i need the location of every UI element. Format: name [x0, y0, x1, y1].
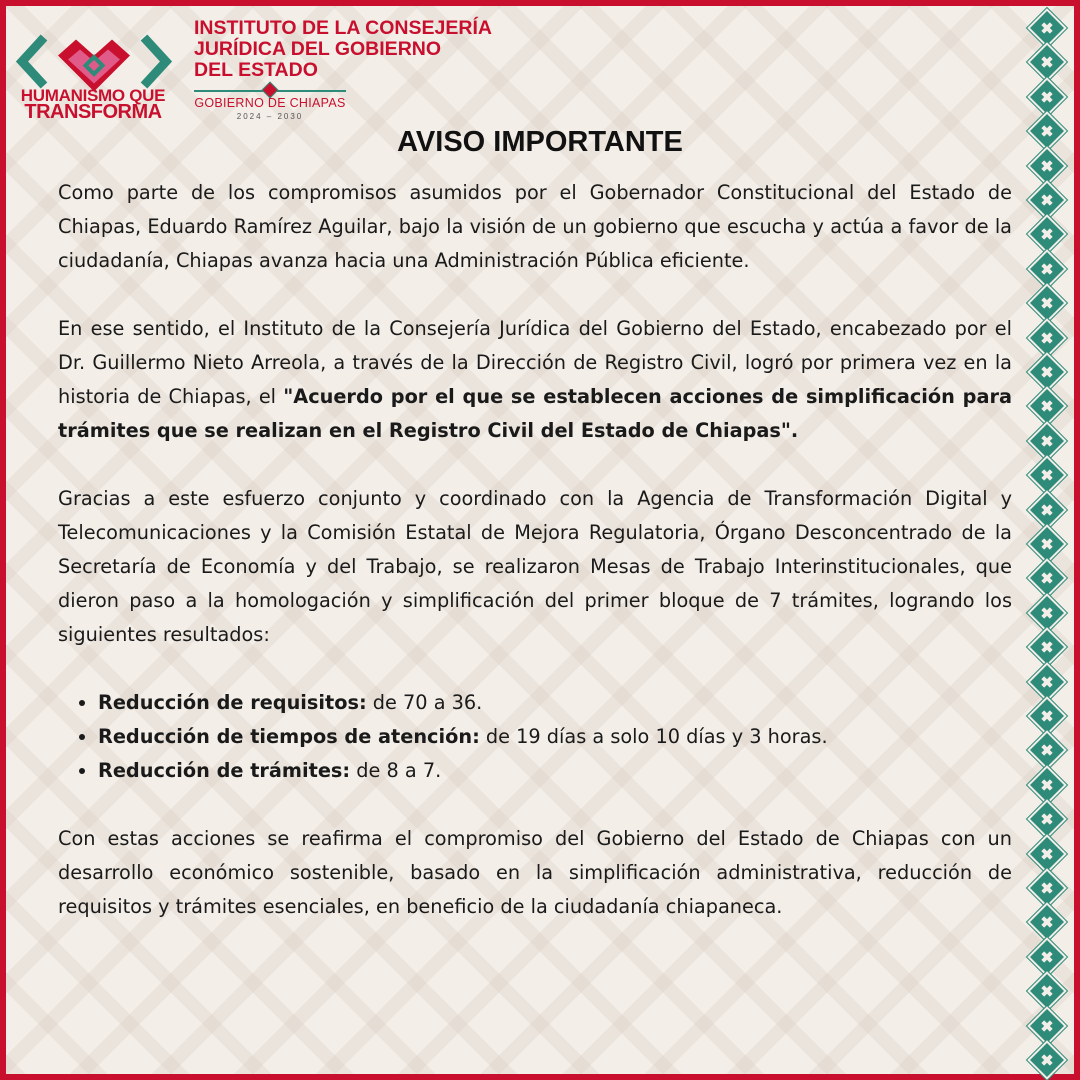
header	[0, 0, 1080, 125]
paragraph-3: Gracias a este esfuerzo conjunto y coordinado con la Agencia de Transformación Digital y Telecomunicaciones y la Comisión Estatal de Mejora Regulatoria, Órgano Desconcentrado de la Secretaría de Economía y del Trabajo, se realizaron Mesas de Trabajo Interinstitucionales, que dieron paso a la homologación y simplificación del primer bloque de 7 trámites, logrando los siguientes resultados:	[58, 487, 1012, 646]
paragraph-2-bold: "Acuerdo por el que se establecen acciones de simplificación para trámites que se realizan en el Registro Civil del Estado de Chiapas".	[58, 385, 1012, 442]
list-item-label: Reducción de trámites:	[98, 759, 351, 782]
paragraph-2	[58, 312, 1012, 448]
paragraph-1: Como parte de los compromisos asumidos por el Gobernador Constitucional del Estado de Chiapas, Eduardo Ramírez Aguilar, bajo la visión de un gobierno que escucha y actúa a favor de la ciudadanía, Chiapas avanza hacia una Administración Pública eficiente.	[58, 181, 1012, 272]
diamond-cross-icon	[1027, 283, 1067, 323]
diamond-cross-icon	[1027, 799, 1067, 839]
notice-body	[58, 176, 1012, 924]
list-item-text: de 8 a 7.	[350, 759, 442, 782]
diamond-cross-icon	[1027, 111, 1067, 151]
list-item-text: de 19 días a solo 10 días y 3 horas.	[479, 725, 828, 748]
humanismo-line-2: TRANSFORMA	[24, 101, 162, 123]
diamond-cross-icon	[1027, 1040, 1067, 1080]
humanismo-line-1: HUMANISMO QUE	[20, 86, 166, 105]
list-item-label: Reducción de requisitos:	[98, 691, 367, 714]
institute-title	[194, 18, 534, 81]
diamond-cross-icon	[1027, 627, 1067, 667]
humanismo-slogan	[18, 86, 168, 123]
institute-title-line-1: INSTITUTO DE LA CONSEJERÍA	[194, 17, 492, 39]
list-item	[98, 754, 1012, 788]
institute-title-line-2: JURÍDICA DEL GOBIERNO	[194, 38, 442, 60]
gobierno-name: GOBIERNO DE CHIAPAS	[194, 96, 346, 110]
results-list	[58, 686, 1012, 788]
gobierno-years: 2024 – 2030	[236, 112, 304, 121]
list-item-text: de 70 a 36.	[366, 691, 483, 714]
page-title: AVISO IMPORTANTE	[397, 126, 683, 158]
paragraph-4: Con estas acciones se reafirma el compromiso del Gobierno del Estado de Chiapas con un desarrollo económico sostenible, basado en la simplificación administrativa, reducción de requisitos y trámites esenciales, en beneficio de la ciudadanía chiapaneca.	[58, 827, 1012, 918]
list-item-label: Reducción de tiempos de atención:	[98, 725, 480, 748]
paragraph-2-text: En ese sentido, el Instituto de la Consejería Jurídica del Gobierno del Estado, encabezado por el Dr. Guillermo Nieto Arreola, a través de la Dirección de Registro Civil, logró por primera vez en la historia de Chiapas, el	[58, 317, 1012, 408]
diamond-cross-icon	[1027, 455, 1067, 495]
list-item	[98, 720, 1012, 754]
list-item	[98, 686, 1012, 720]
decorative-border-column	[1030, 6, 1064, 1074]
institute-title-line-3: DEL ESTADO	[194, 59, 318, 81]
diamond-cross-icon	[1027, 971, 1067, 1011]
